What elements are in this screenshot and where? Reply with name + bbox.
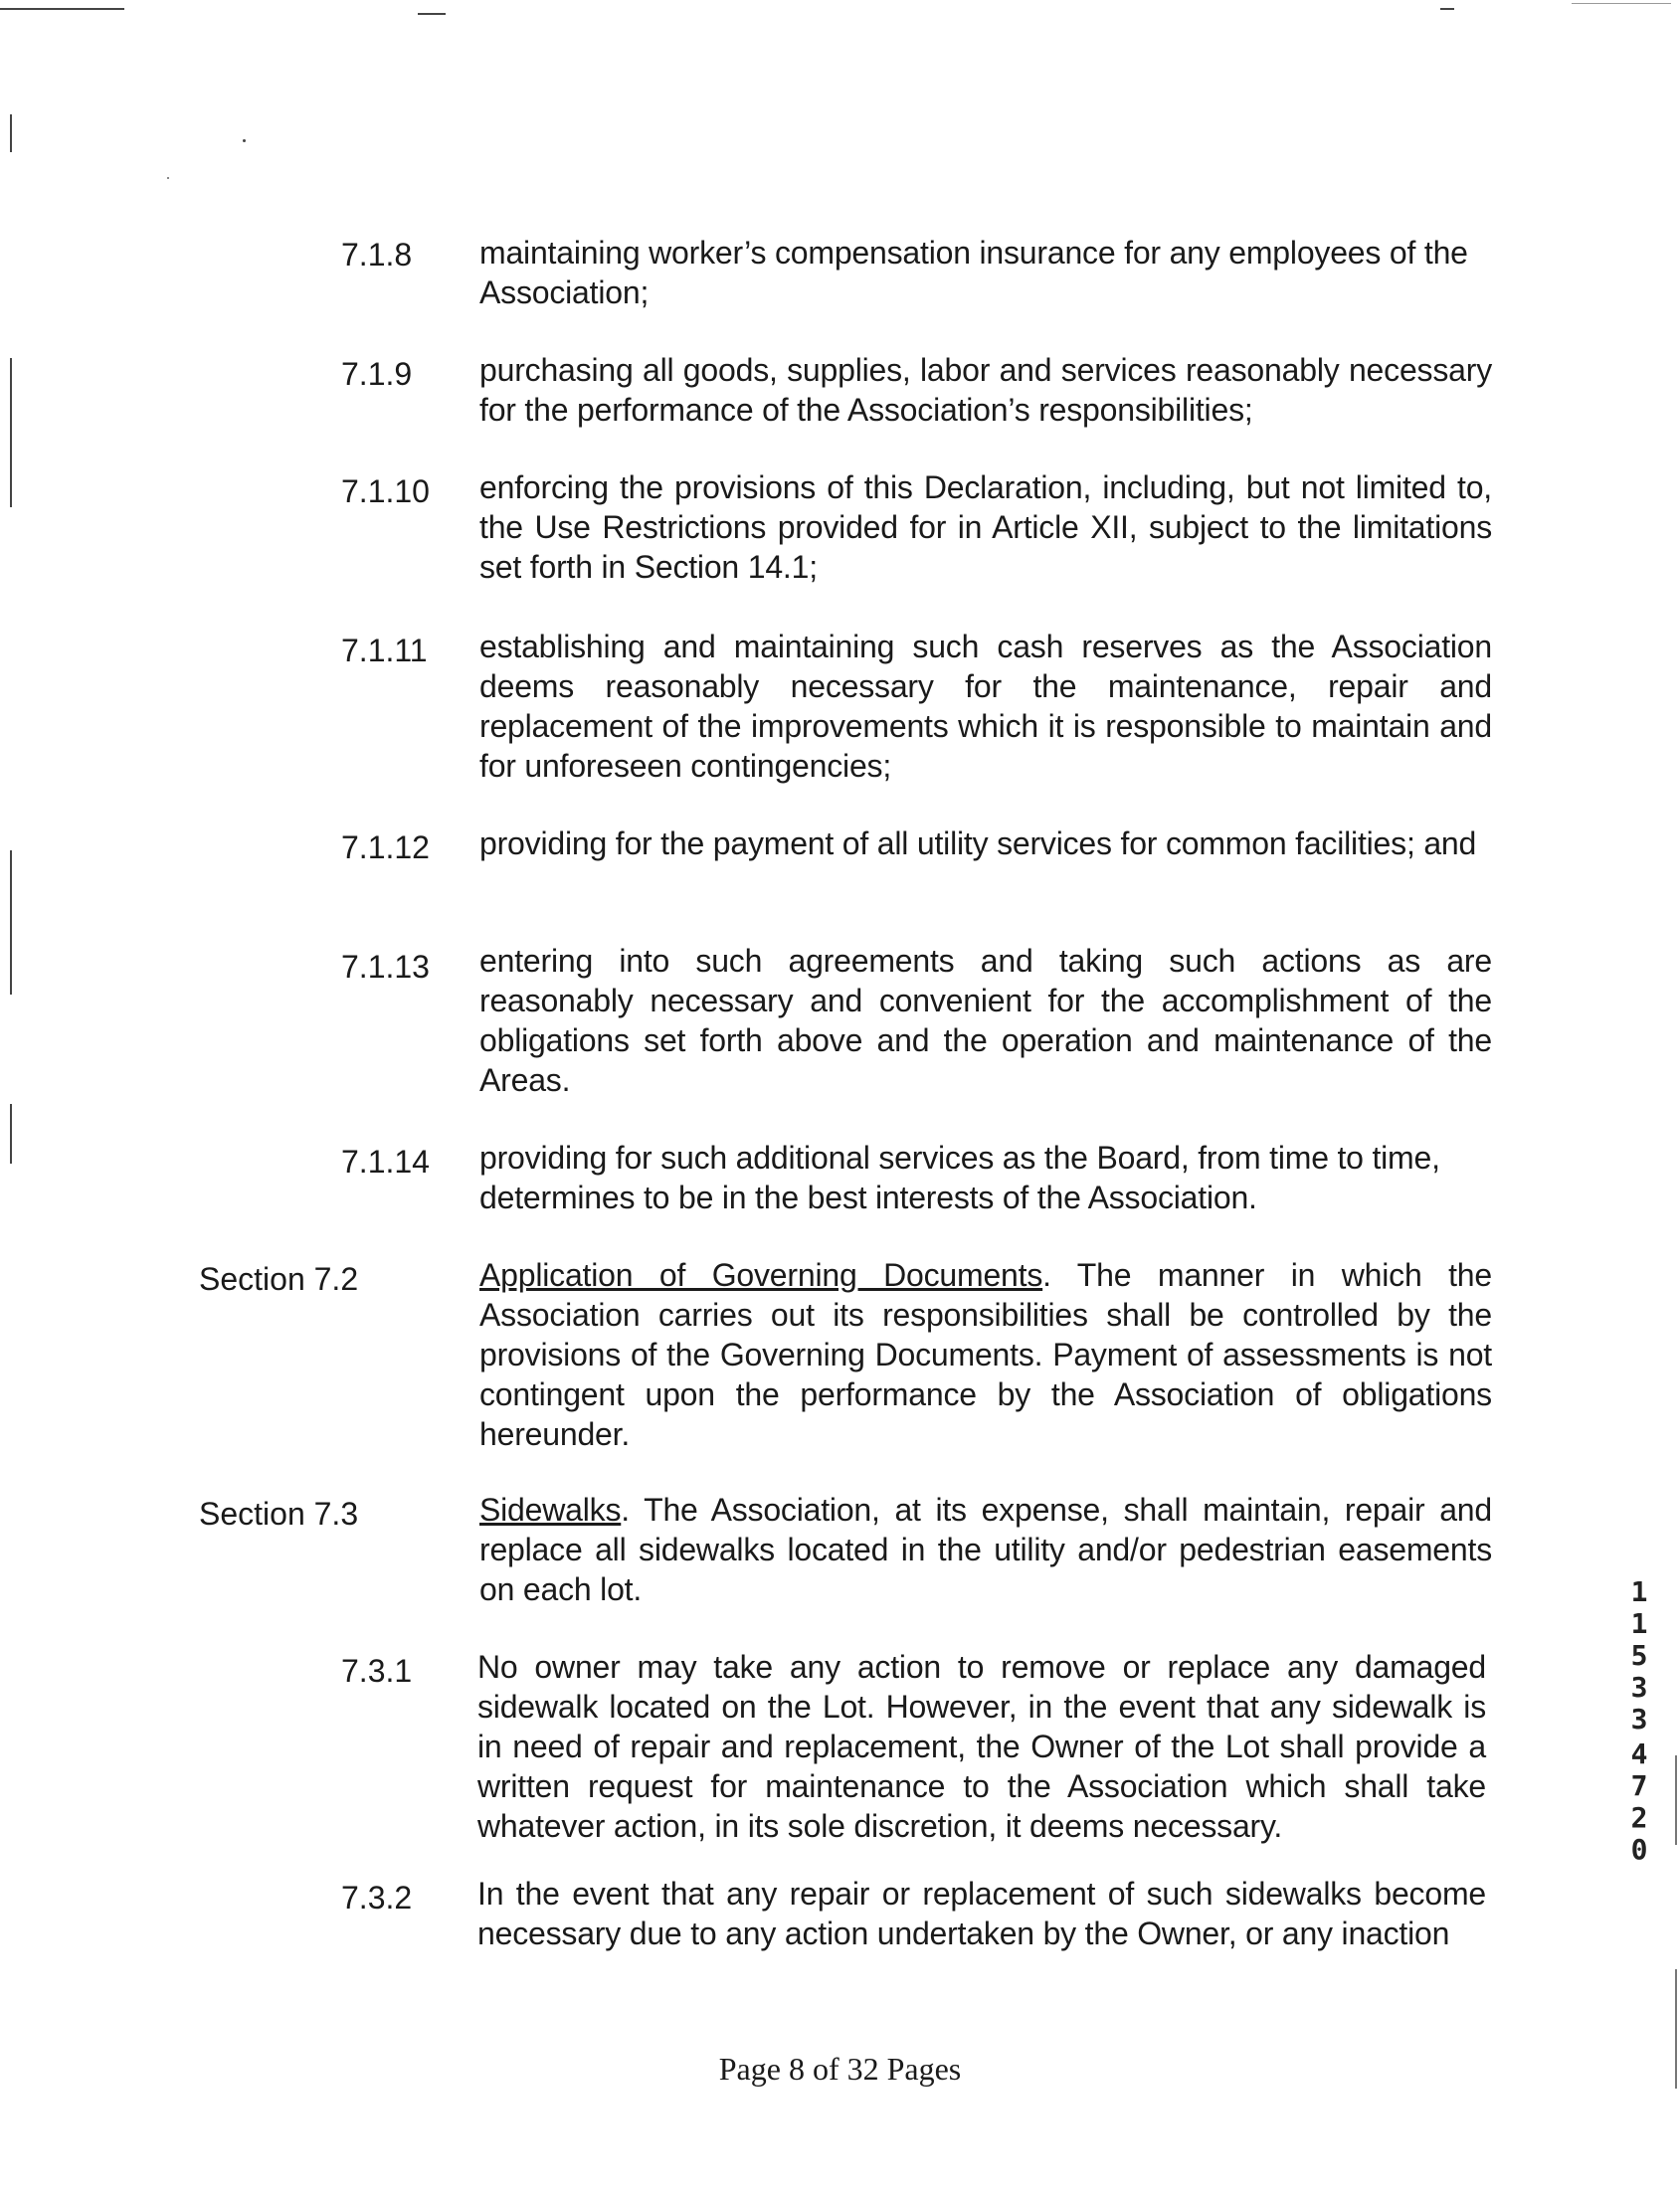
stamp-digit: 2: [1630, 1801, 1648, 1834]
section-label: Section 7.2: [199, 1261, 359, 1297]
stamp-digit: 5: [1630, 1639, 1648, 1672]
item-number: 7.1.14: [341, 1144, 430, 1180]
item-text: entering into such agreements and taking such actions as are reasonably necessary and convenient for the accomplishment of the obligations set forth above and the operation and maintenance of the Areas.: [479, 943, 1492, 1098]
scan-artifact: [10, 850, 12, 995]
scan-artifact: [10, 114, 12, 152]
item-number: 7.3.1: [341, 1653, 413, 1689]
stamp-digit: 0: [1630, 1833, 1648, 1866]
side-stamp-number: [1619, 1576, 1659, 1736]
section-body: . The manner in which the Association carries out its responsibilities shall be controlled by the provisions of the Governing Documents. Payment of assessments is not contingent upon the performance by the Association of obligations hereunder.: [479, 1257, 1492, 1452]
item-number: 7.3.2: [341, 1880, 413, 1916]
side-stamp-number: [1619, 1738, 1659, 1866]
item-number: 7.1.11: [341, 633, 428, 668]
stamp-digit: 1: [1630, 1575, 1648, 1608]
stamp-digit: 1: [1630, 1607, 1648, 1640]
scan-artifact: [1675, 1755, 1677, 1845]
item-number: 7.1.10: [341, 473, 430, 509]
section-heading: Sidewalks: [479, 1492, 622, 1528]
item-text: purchasing all goods, supplies, labor and services reasonably necessary for the performance of the Association’s responsibilities;: [479, 352, 1492, 428]
scan-artifact: [1440, 8, 1454, 10]
item-text: providing for the payment of all utility services for common facilities; and: [479, 825, 1477, 861]
item-text: No owner may take any action to remove or replace any damaged sidewalk located on the Lot. However, in the event that any sidewalk is in need of repair and replacement, the Owner of the Lot shall provide a written request for maintenance to the Association which shall take whatever action, in its sole discretion, it deems necessary.: [477, 1649, 1486, 1844]
scan-artifact: [10, 358, 12, 507]
item-number: 7.1.13: [341, 949, 430, 985]
item-number: 7.1.8: [341, 237, 413, 273]
stamp-digit: 4: [1630, 1737, 1648, 1770]
section-text: [479, 1490, 1492, 1609]
item-text: providing for such additional services as the Board, from time to time, determines to be in the best interests of the Association.: [479, 1140, 1440, 1215]
scan-artifact: [418, 13, 446, 15]
item-text: In the event that any repair or replacement of such sidewalks become necessary due to any action undertaken by the Owner, or any inaction: [477, 1876, 1486, 1951]
scan-artifact: [167, 177, 169, 179]
section-body: . The Association, at its expense, shall maintain, repair and replace all sidewalks located in the utility and/or pedestrian easements on each lot.: [479, 1492, 1492, 1607]
item-number: 7.1.12: [341, 829, 430, 865]
item-text: enforcing the provisions of this Declaration, including, but not limited to, the Use Restrictions provided for in Article XII, subject to the limitations set forth in Section 14.1;: [479, 469, 1492, 585]
item-number: 7.1.9: [341, 356, 413, 392]
page-footer: Page 8 of 32 Pages: [718, 2051, 962, 2087]
section-label: Section 7.3: [199, 1496, 359, 1532]
stamp-digit: 3: [1630, 1671, 1648, 1704]
section-text: [479, 1255, 1492, 1454]
scan-artifact: [0, 8, 124, 10]
scan-artifact: [1572, 3, 1671, 4]
stamp-digit: 7: [1630, 1769, 1648, 1802]
stamp-digit: 3: [1630, 1703, 1648, 1736]
scan-artifact: [10, 1104, 12, 1164]
item-text: establishing and maintaining such cash reserves as the Association deems reasonably necessary for the maintenance, repair and replacement of the improvements which it is responsible to maintain and for unforeseen contingencies;: [479, 629, 1492, 784]
section-heading: Application of Governing Documents: [479, 1257, 1043, 1293]
item-text: maintaining worker’s compensation insurance for any employees of the Association;: [479, 235, 1468, 310]
scan-artifact: [243, 139, 246, 142]
